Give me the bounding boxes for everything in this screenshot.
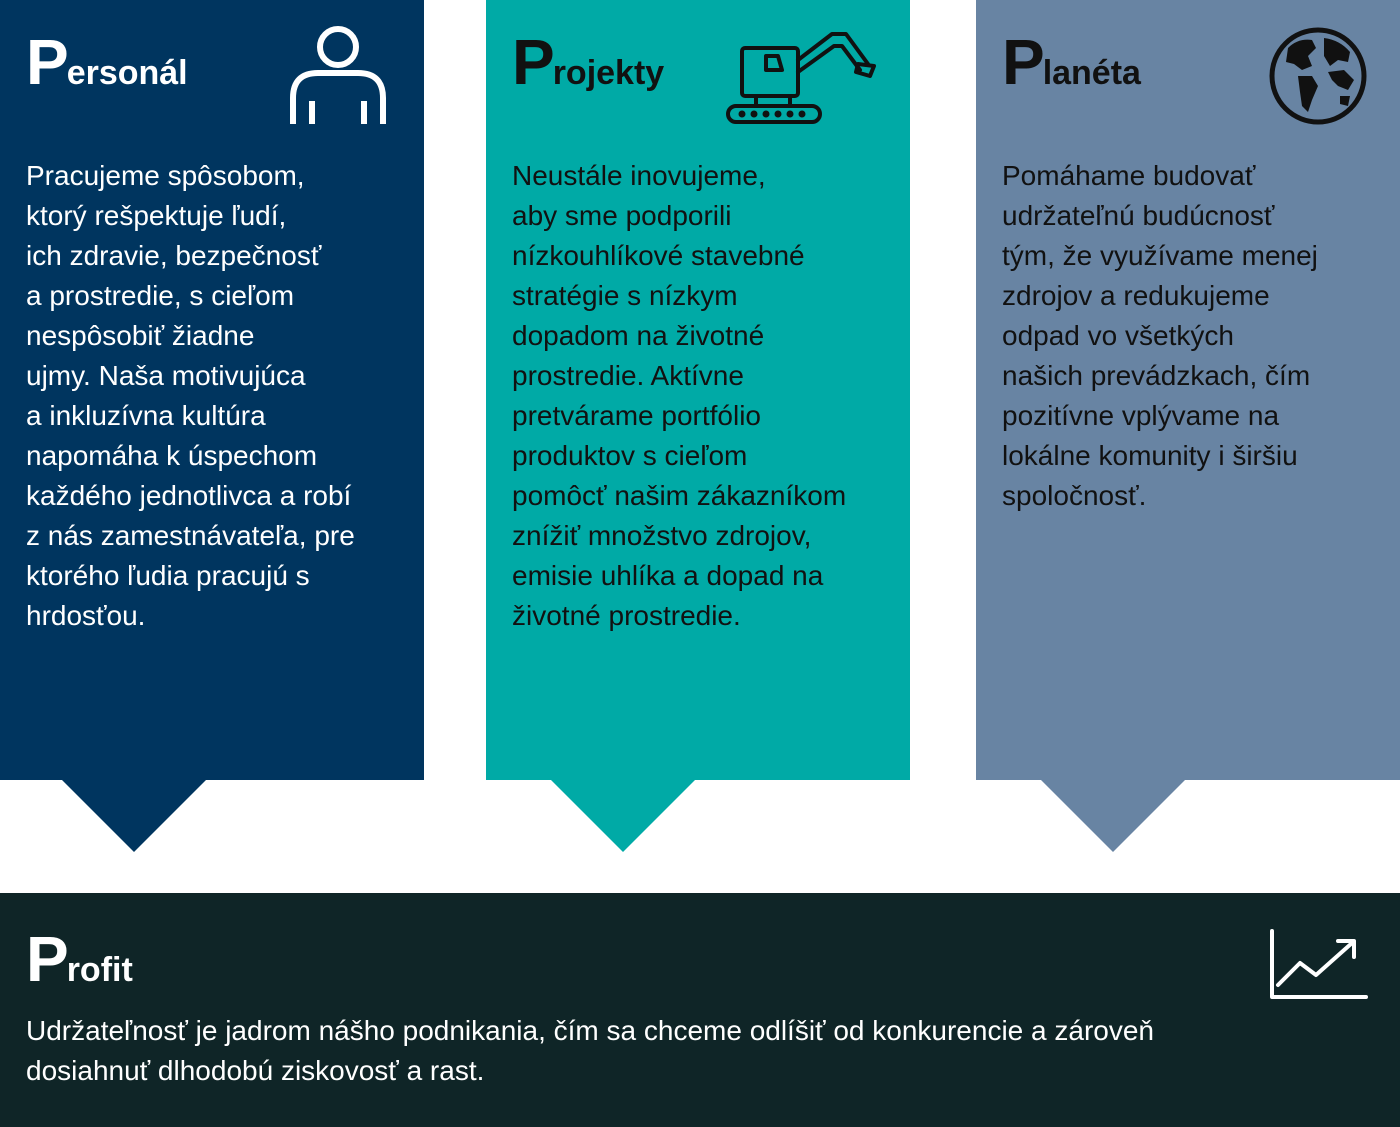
panel-profit — [0, 893, 1400, 1127]
panel-projekty — [486, 0, 910, 780]
panel-planeta-title — [1002, 26, 1141, 98]
globe-icon — [1268, 26, 1368, 126]
panel-planeta-pointer — [1040, 779, 1186, 852]
panel-projekty-pointer — [550, 779, 696, 852]
title-initial: P — [26, 26, 67, 98]
title-rest: lanéta — [1042, 54, 1141, 92]
title-rest: rojekty — [552, 54, 665, 92]
title-initial: P — [512, 26, 553, 98]
panel-projekty-text: Neustále inovujeme, aby sme podporili nízkouhlíkové stavebné stratégie s nízkym dopadom na životné prostredie. Aktívne pretvárame portfólio produktov s cieľom pomôcť našim zákazníkom znížiť množstvo zdrojov, emisie uhlíka a dopad na životné prostredie. — [512, 160, 847, 631]
title-initial: P — [1002, 26, 1043, 98]
panel-profit-title — [26, 923, 133, 995]
panel-planeta-text: Pomáhame budovať udržateľnú budúcnosť tým, že využívame menej zdrojov a redukujeme odpad vo všetkých našich prevádzkach, čím pozitívne vplývame na lokálne komunity i širšiu spoločnosť. — [1002, 160, 1318, 511]
title-rest: rofit — [66, 951, 133, 989]
panel-planeta — [976, 0, 1400, 780]
trend-chart-icon — [1266, 927, 1370, 1001]
panel-personal — [0, 0, 424, 780]
panel-personal-pointer — [61, 779, 207, 852]
title-rest: ersonál — [66, 54, 188, 92]
title-initial: P — [26, 923, 67, 995]
excavator-icon — [722, 26, 882, 126]
panel-personal-text: Pracujeme spôsobom, ktorý rešpektuje ľudí, ich zdravie, bezpečnosť a prostredie, s cieľom nespôsobiť žiadne ujmy. Naša motivujúca a inkluzívna kultúra napomáha k úspechom každého jednotlivca a robí z nás zamestnávateľa, pre ktorého ľudia pracujú s hrdosťou. — [26, 160, 355, 631]
panel-profit-text: Udržateľnosť je jadrom nášho podnikania, čím sa chceme odlíšiť od konkurencie a zároveň dosiahnuť dlhodobú ziskovosť a rast. — [26, 1015, 1154, 1086]
panel-personal-title — [26, 26, 188, 98]
person-icon — [288, 26, 388, 128]
panel-projekty-title — [512, 26, 665, 98]
